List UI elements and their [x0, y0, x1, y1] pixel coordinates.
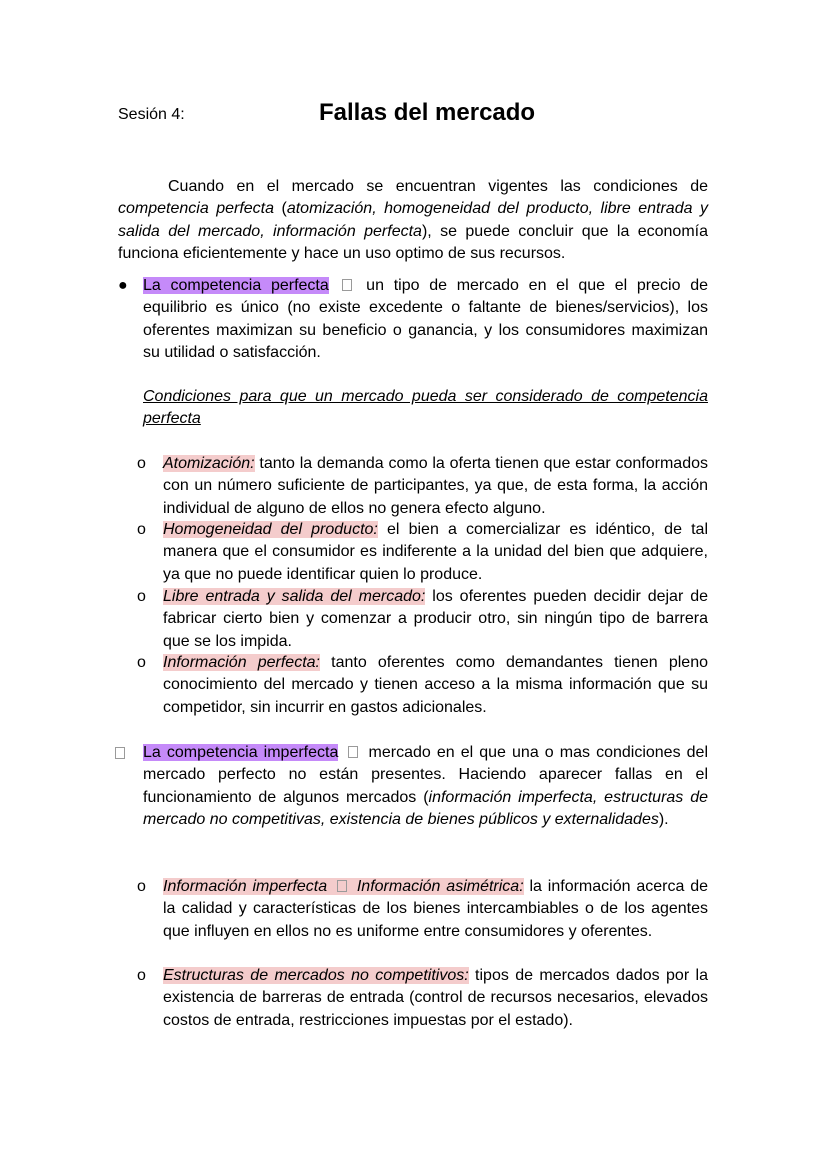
bullet-marker: ●	[118, 277, 128, 294]
arrow-placeholder-icon	[337, 880, 347, 892]
list-marker: o	[137, 878, 146, 895]
list-item: Homogeneidad del producto: el bien a comercializar es idéntico, de tal manera que el consumidor es indiferente a la unidad del bien que adquiere, ya que no puede identificar quien lo produce.	[163, 521, 709, 583]
arrow-placeholder-icon	[348, 746, 358, 758]
list-item: Información imperfecta Información asimétrica: la información acerca de la calidad y características de los bienes intercambiables o de los agentes que influyen en ellos no es uniforme entre consumidores y oferentes.	[163, 878, 709, 940]
list-marker: o	[137, 654, 146, 671]
bullet-placeholder-icon	[115, 747, 125, 759]
perfect-competition-definition: La competencia perfecta un tipo de mercado en el que el precio de equilibrio es único (no existe excedente o faltante de bienes/servicios), los oferentes maximizan su beneficio o ganancia, y los consumidores maximizan su utilidad o satisfacción.	[143, 277, 708, 362]
list-item: Libre entrada y salida del mercado: los oferentes pueden decidir dejar de fabricar cierto bien y comenzar a producir otro, sin ningún tipo de barrera que se los impida.	[163, 588, 709, 650]
imperfect-competition-term: La competencia imperfecta	[143, 744, 339, 761]
conditions-heading: Condiciones para que un mercado pueda ser considerado de competencia perfecta	[143, 388, 708, 428]
intro-paragraph: Cuando en el mercado se encuentran vigentes las condiciones de competencia perfecta (atomización, homogeneidad del producto, libre entrada y salida del mercado, información perfecta), se puede concluir que la economía funciona eficientemente y hace un uso optimo de sus recursos.	[118, 178, 708, 263]
list-item-term: Libre entrada y salida del mercado:	[163, 588, 426, 605]
list-marker: o	[137, 455, 146, 472]
arrow-placeholder-icon	[342, 279, 352, 291]
list-marker: o	[137, 588, 146, 605]
list-item-term: Información perfecta:	[163, 654, 320, 671]
session-label: Sesión 4:	[118, 106, 185, 123]
imperfect-competition-definition: La competencia imperfecta mercado en el que una o mas condiciones del mercado perfecto no están presentes. Haciendo aparecer fallas en el funcionamiento de algunos mercados (información imperfecta, estructuras de mercado no competitivas, existencia de bienes públicos y externalidades).	[143, 744, 709, 829]
list-item-term: Homogeneidad del producto:	[163, 521, 378, 538]
list-item: Atomización: tanto la demanda como la oferta tienen que estar conformados con un número suficiente de participantes, ya que, de esta forma, la acción individual de alguno de ellos no genera efecto alguno.	[163, 455, 708, 517]
list-marker: o	[137, 967, 146, 984]
list-marker: o	[137, 521, 146, 538]
list-item: Estructuras de mercados no competitivos: tipos de mercados dados por la existencia de barreras de entrada (control de recursos necesarios, elevados costos de entrada, restricciones impuestas por el estado).	[163, 967, 709, 1029]
list-item: Información perfecta: tanto oferentes como demandantes tienen pleno conocimiento del mercado y tienen acceso a la misma información que su competidor, sin incurrir en gastos adicionales.	[163, 654, 709, 716]
list-item-term: Estructuras de mercados no competitivos:	[163, 967, 469, 984]
list-item-term: Atomización:	[163, 455, 255, 472]
list-item-term: Información imperfecta Información asimétrica:	[163, 878, 524, 895]
perfect-competition-term: La competencia perfecta	[143, 277, 329, 294]
page-title: Fallas del mercado	[319, 99, 536, 126]
